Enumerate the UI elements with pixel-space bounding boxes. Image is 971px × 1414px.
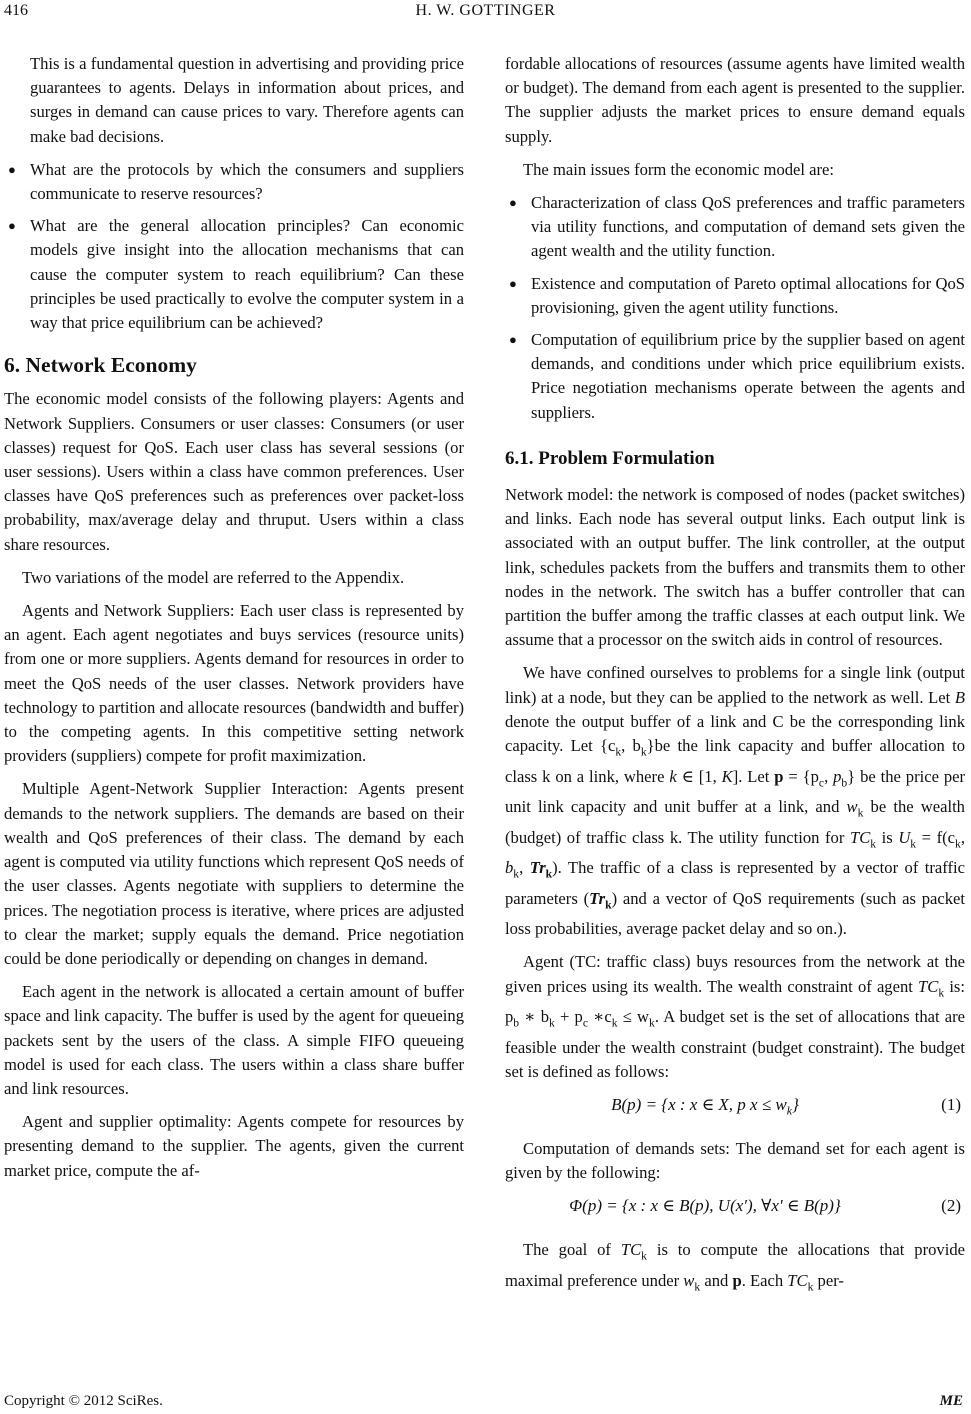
right-column [505, 52, 965, 1308]
bullet-icon: ● [8, 218, 16, 234]
subsection-title: 6.1. Problem Formulation [505, 447, 715, 469]
list-item [4, 158, 464, 206]
paragraph: Multiple Agent-Network Supplier Interaction: Agents present demands to the network suppliers. The demands are based on their wealth and QoS preferences of their class. The demand by each agent is computed via utility functions which represent QoS needs of the user classes. Agents negotiate with suppliers to determine the prices. The negotiation process is iterative, where prices are adjusted to clear the market; supply equals the demand. Price negotiation could be done periodically or depending on changes in demand. [4, 779, 464, 968]
equation-2 [505, 1194, 965, 1224]
left-column [4, 52, 464, 1192]
issues-list [505, 191, 965, 425]
equation-2-body: Φ(p) = {x : x ∈ B(p), U(x′), ∀x′ ∈ B(p)} [569, 1196, 841, 1216]
equation-2-number: (2) [941, 1196, 961, 1216]
list-item [505, 272, 965, 320]
list-item-text: Computation of equilibrium price by the supplier based on agent demands, and conditions under which price equilibrium exists. Price negotiation mechanisms operate between the agents and suppliers. [531, 330, 965, 422]
list-item-text: What are the general allocation principles? Can economic models give insight into the allocation mechanisms that can cause the computer system to reach equilibrium? Can these principles be used practically to evolve the computer system in a way that price equilibrium can be achieved? [30, 216, 464, 333]
paragraph: Agent and supplier optimality: Agents compete for resources by presenting demand to the supplier. The agents, given the current market price, compute the af- [4, 1112, 464, 1180]
paragraph: Network model: the network is composed of nodes (packet switches) and links. Each node has several output links. Each output link is associated with an output buffer. The link controller, at the output link, schedules packets from the buffers and transmits them to other nodes in the network. The switch has a buffer controller that can partition the buffer among the traffic classes at each output link. We assume that a processor on the switch aids in control of resources. [505, 485, 965, 650]
list-item [505, 191, 965, 264]
paragraph: Computation of demands sets: The demand set for each agent is given by the following: [505, 1139, 965, 1183]
paragraph: The economic model consists of the following players: Agents and Network Suppliers. Consumers or user classes: Consumers (or user classes) request for QoS. Each user class has several sessions (or user sessions). Users within a class have common preferences. User classes have QoS preferences such as preferences over packet-loss probability, max/average delay and thruput. Users within a class share resources. [4, 389, 464, 554]
list-item-text: Characterization of class QoS preferences and traffic parameters via utility functions, and computation of demand sets given the agent wealth and the utility function. [531, 193, 965, 261]
intro-continuation: This is a fundamental question in advertising and providing price guarantees to agents. Delays in information about prices, and surges in demand can cause prices to vary. Therefore agents can make bad decisions. [30, 54, 464, 146]
list-item [505, 328, 965, 425]
question-list [4, 158, 464, 335]
footer-journal: ME [939, 1393, 963, 1409]
equation-1-number: (1) [941, 1095, 961, 1115]
bullet-icon: ● [8, 161, 16, 177]
section-title: 6. Network Economy [4, 353, 197, 378]
paragraph: Agent (TC: traffic class) buys resources from the network at the given prices using its wealth. The wealth constraint of agent $TC_k$ is: $p_b$ ∗ $b_k + p_c$ $∗c_k \le w_k$. A budget set is the set of allocations that are feasible under the wealth constraint (budget constraint). The budget set is defined as follows: [505, 952, 966, 1081]
paragraph: The main issues form the economic model are: [523, 159, 835, 179]
bullet-icon: ● [509, 195, 517, 211]
footer-copyright: Copyright © 2012 SciRes. [4, 1393, 163, 1409]
paragraph: Each agent in the network is allocated a certain amount of buffer space and link capacity. The buffer is used by the agent for queueing packets sent by the users of the class. A simple FIFO queueing model is used for each class. The users within a class share buffer and link resources. [4, 982, 464, 1098]
bullet-icon: ● [509, 275, 517, 291]
equation-1 [505, 1093, 965, 1123]
paragraph: fordable allocations of resources (assume agents have limited wealth or budget). The demand from each agent is presented to the supplier. The supplier adjusts the market prices to ensure demand equals supply. [505, 54, 965, 146]
list-item-text: What are the protocols by which the consumers and suppliers communicate to reserve resources? [30, 159, 464, 204]
paragraph: Two variations of the model are referred to the Appendix. [22, 567, 405, 587]
running-header-author: H. W. GOTTINGER [415, 2, 556, 19]
equation-1-body: B(p) = {x : x ∈ X, p $x \le w_k$} [611, 1095, 799, 1118]
paragraph: The goal of $TC_k$ is to compute the allocations that provide maximal preference under $w_k$ and p. Each $TC_k$ per- [505, 1240, 965, 1294]
paragraph: Agents and Network Suppliers: Each user class is represented by an agent. Each agent negotiates and buys services (resource units) from one or more suppliers. Agents demand for resources in order to meet the QoS needs of the user classes. Network providers have technology to partition and allocate resources (bandwidth and buffer) to the competing agents. In this competitive setting network providers (suppliers) compete for profit maximization. [4, 601, 464, 766]
list-item [4, 214, 464, 335]
bullet-icon: ● [509, 332, 517, 348]
paragraph: We have confined ourselves to problems for a single link (output link) at a node, but they can be applied to the network as well. Let B denote the output buffer of a link and C be the corresponding link capacity. Let {$c_k$, $b_k\}be$ the link capacity and buffer allocation to class k on a link, where k ∈ [1, K]. Let $p = \{p_c$, $p_b$} be the price per unit link capacity and unit buffer at a link, and $w_k$ be the wealth (budget) of traffic class k. The utility function for $TC_k$ is $U_k = f(c_k$, $b_k$, $Tr_k$). The traffic of a class is represented by a vector of traffic parameters $(Tr_k)$ and a vector of QoS requirements (such as packet loss probabilities, average packet delay and so on.). [505, 663, 966, 939]
list-item-text: Existence and computation of Pareto optimal allocations for QoS provisioning, given the agent utility functions. [531, 273, 965, 317]
page-number: 416 [4, 2, 28, 19]
